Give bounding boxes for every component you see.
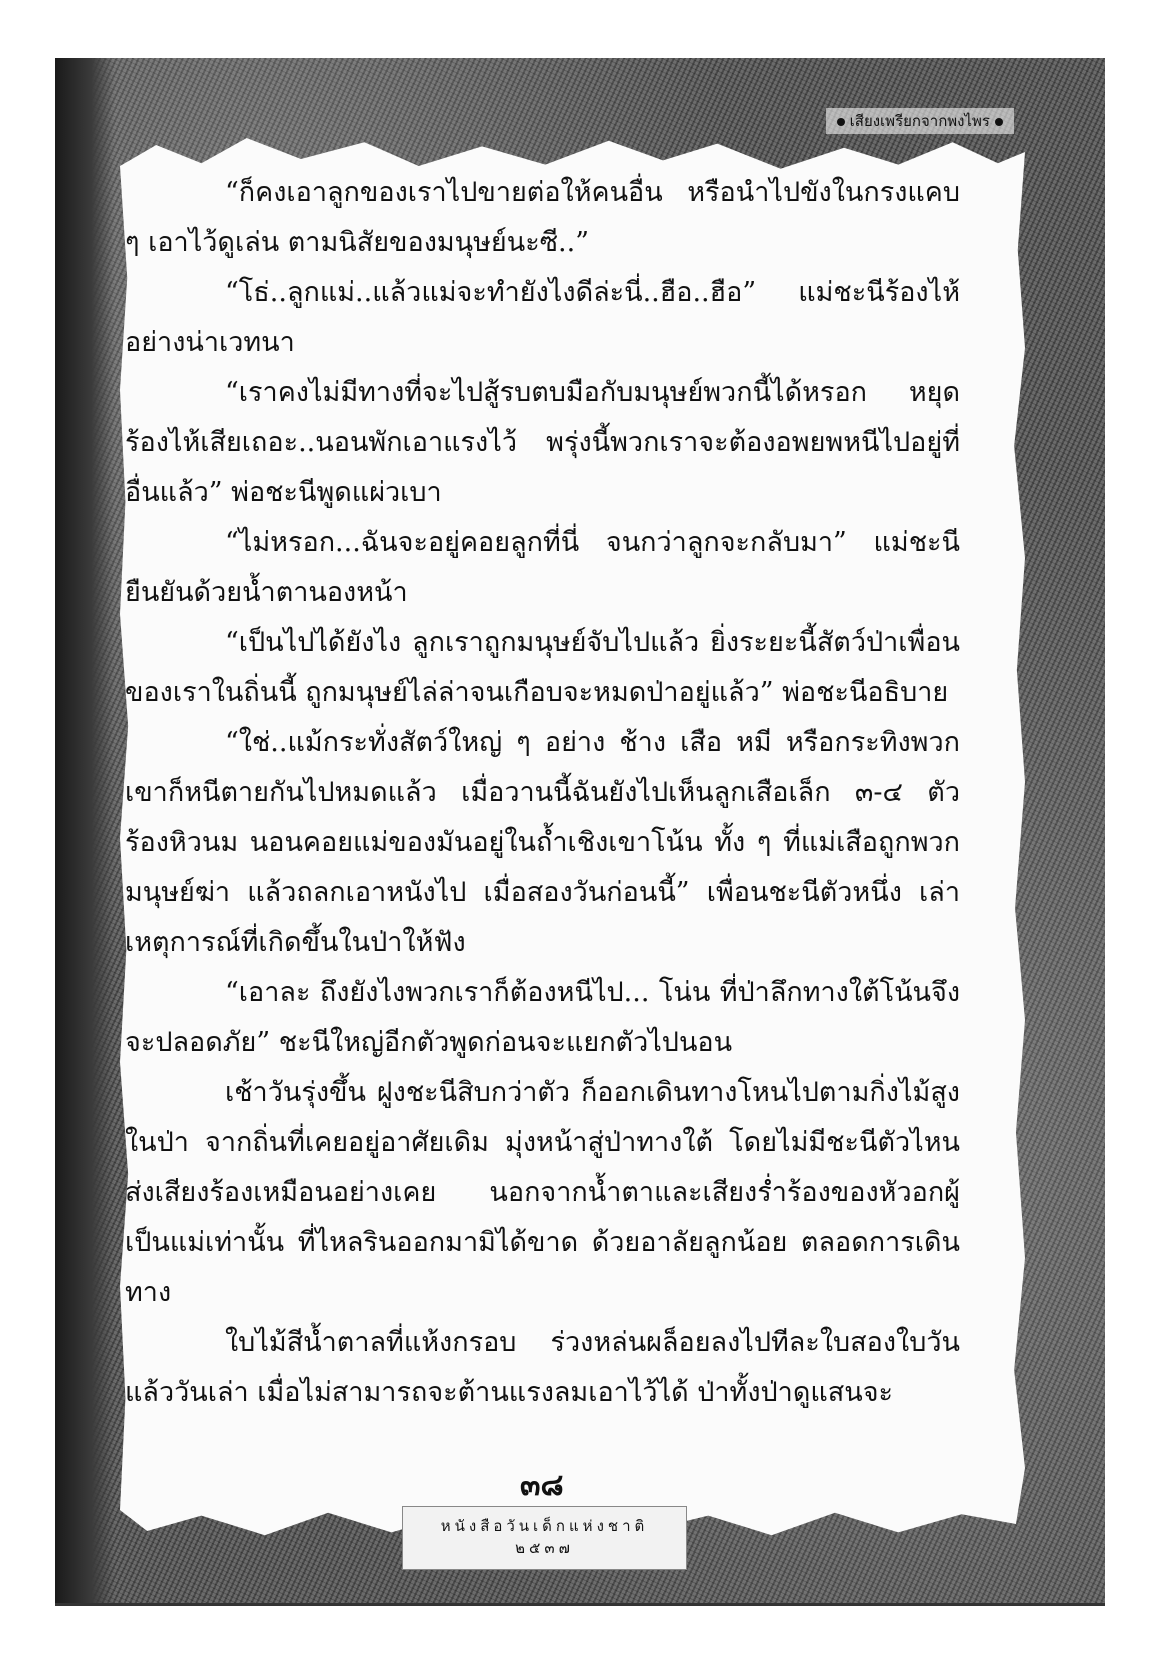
paragraph: “ใช่..แม้กระทั่งสัตว์ใหญ่ ๆ อย่าง ช้าง เสือ หมี หรือกระทิงพวกเขาก็หนีตายกันไปหมดแล้ว เมื่อวานนี้ฉันยังไปเห็นลูกเสือเล็ก ๓-๔ ตัว ร้องหิวนม นอนคอยแม่ของมันอยู่ในถ้ำเชิงเขาโน้น ทั้ง ๆ ที่แม่เสือถูกพวกมนุษย์ฆ่า แล้วถลกเอาหนังไป เมื่อสองวันก่อนนี้” เพื่อนชะนีตัวหนึ่ง เล่าเหตุการณ์ที่เกิดขึ้นในป่าให้ฟัง [125,727,960,958]
paragraph: “เอาละ ถึงยังไงพวกเราก็ต้องหนีไป... โน่น ที่ป่าลึกทางใต้โน้นจึงจะปลอดภัย” ชะนีใหญ่อีกตัวพูดก่อนจะแยกตัวไปนอน [125,977,960,1058]
footer-book-label [402,1506,687,1570]
paragraph: “เราคงไม่มีทางที่จะไปสู้รบตบมือกับมนุษย์พวกนี้ได้หรอก หยุดร้องไห้เสียเถอะ..นอนพักเอาแรงไว้ พรุ่งนี้พวกเราจะต้องอพยพหนีไปอยู่ที่อื่นแล้ว” พ่อชะนีพูดแผ่วเบา [125,377,960,508]
paragraph: เช้าวันรุ่งขึ้น ฝูงชะนีสิบกว่าตัว ก็ออกเดินทางโหนไปตามกิ่งไม้สูงในป่า จากถิ่นที่เคยอยู่อาศัยเดิม มุ่งหน้าสู่ป่าทางใต้ โดยไม่มีชะนีตัวไหนส่งเสียงร้องเหมือนอย่างเคย นอกจากน้ำตาและเสียงร่ำร้องของหัวอกผู้เป็นแม่เท่านั้น ที่ไหลรินออกมามิได้ขาด ด้วยอาลัยลูกน้อย ตลอดการเดินทาง [125,1077,960,1308]
paragraph: “ก็คงเอาลูกของเราไปขายต่อให้คนอื่น หรือนำไปขังในกรงแคบ ๆ เอาไว้ดูเล่น ตามนิสัยของมนุษย์นะซี..” [125,177,960,258]
bullet-icon [995,118,1003,126]
book-spine-shadow [55,58,115,1603]
running-header [826,108,1014,134]
paragraph: “โธ่..ลูกแม่..แล้วแม่จะทำยังไงดีล่ะนี่..ฮือ..ฮือ” แม่ชะนีร้องไห้อย่างน่าเวทนา [125,277,960,358]
story-body [125,168,960,1418]
running-title: เสียงเพรียกจากพงไพร [849,112,990,130]
page-number: ๓๘ [520,1468,564,1503]
footer-book-title: หนังสือวันเด็กแห่งชาติ [440,1517,649,1535]
bottom-rule [55,1603,1105,1606]
paragraph: ใบไม้สีน้ำตาลที่แห้งกรอบ ร่วงหล่นผล็อยลงไปทีละใบสองใบวันแล้ววันเล่า เมื่อไม่สามารถจะต้านแรงลมเอาไว้ได้ ป่าทั้งป่าดูแสนจะ [125,1327,960,1408]
paragraph: “ไม่หรอก...ฉันจะอยู่คอยลูกที่นี่ จนกว่าลูกจะกลับมา” แม่ชะนียืนยันด้วยน้ำตานองหน้า [125,527,960,608]
paragraph: “เป็นไปได้ยังไง ลูกเราถูกมนุษย์จับไปแล้ว ยิ่งระยะนี้สัตว์ป่าเพื่อนของเราในถิ่นนี้ ถูกมนุษย์ไล่ล่าจนเกือบจะหมดป่าอยู่แล้ว” พ่อชะนีอธิบาย [125,627,960,708]
footer-year: ๒๕๓๗ [515,1539,574,1557]
bullet-icon [837,118,845,126]
